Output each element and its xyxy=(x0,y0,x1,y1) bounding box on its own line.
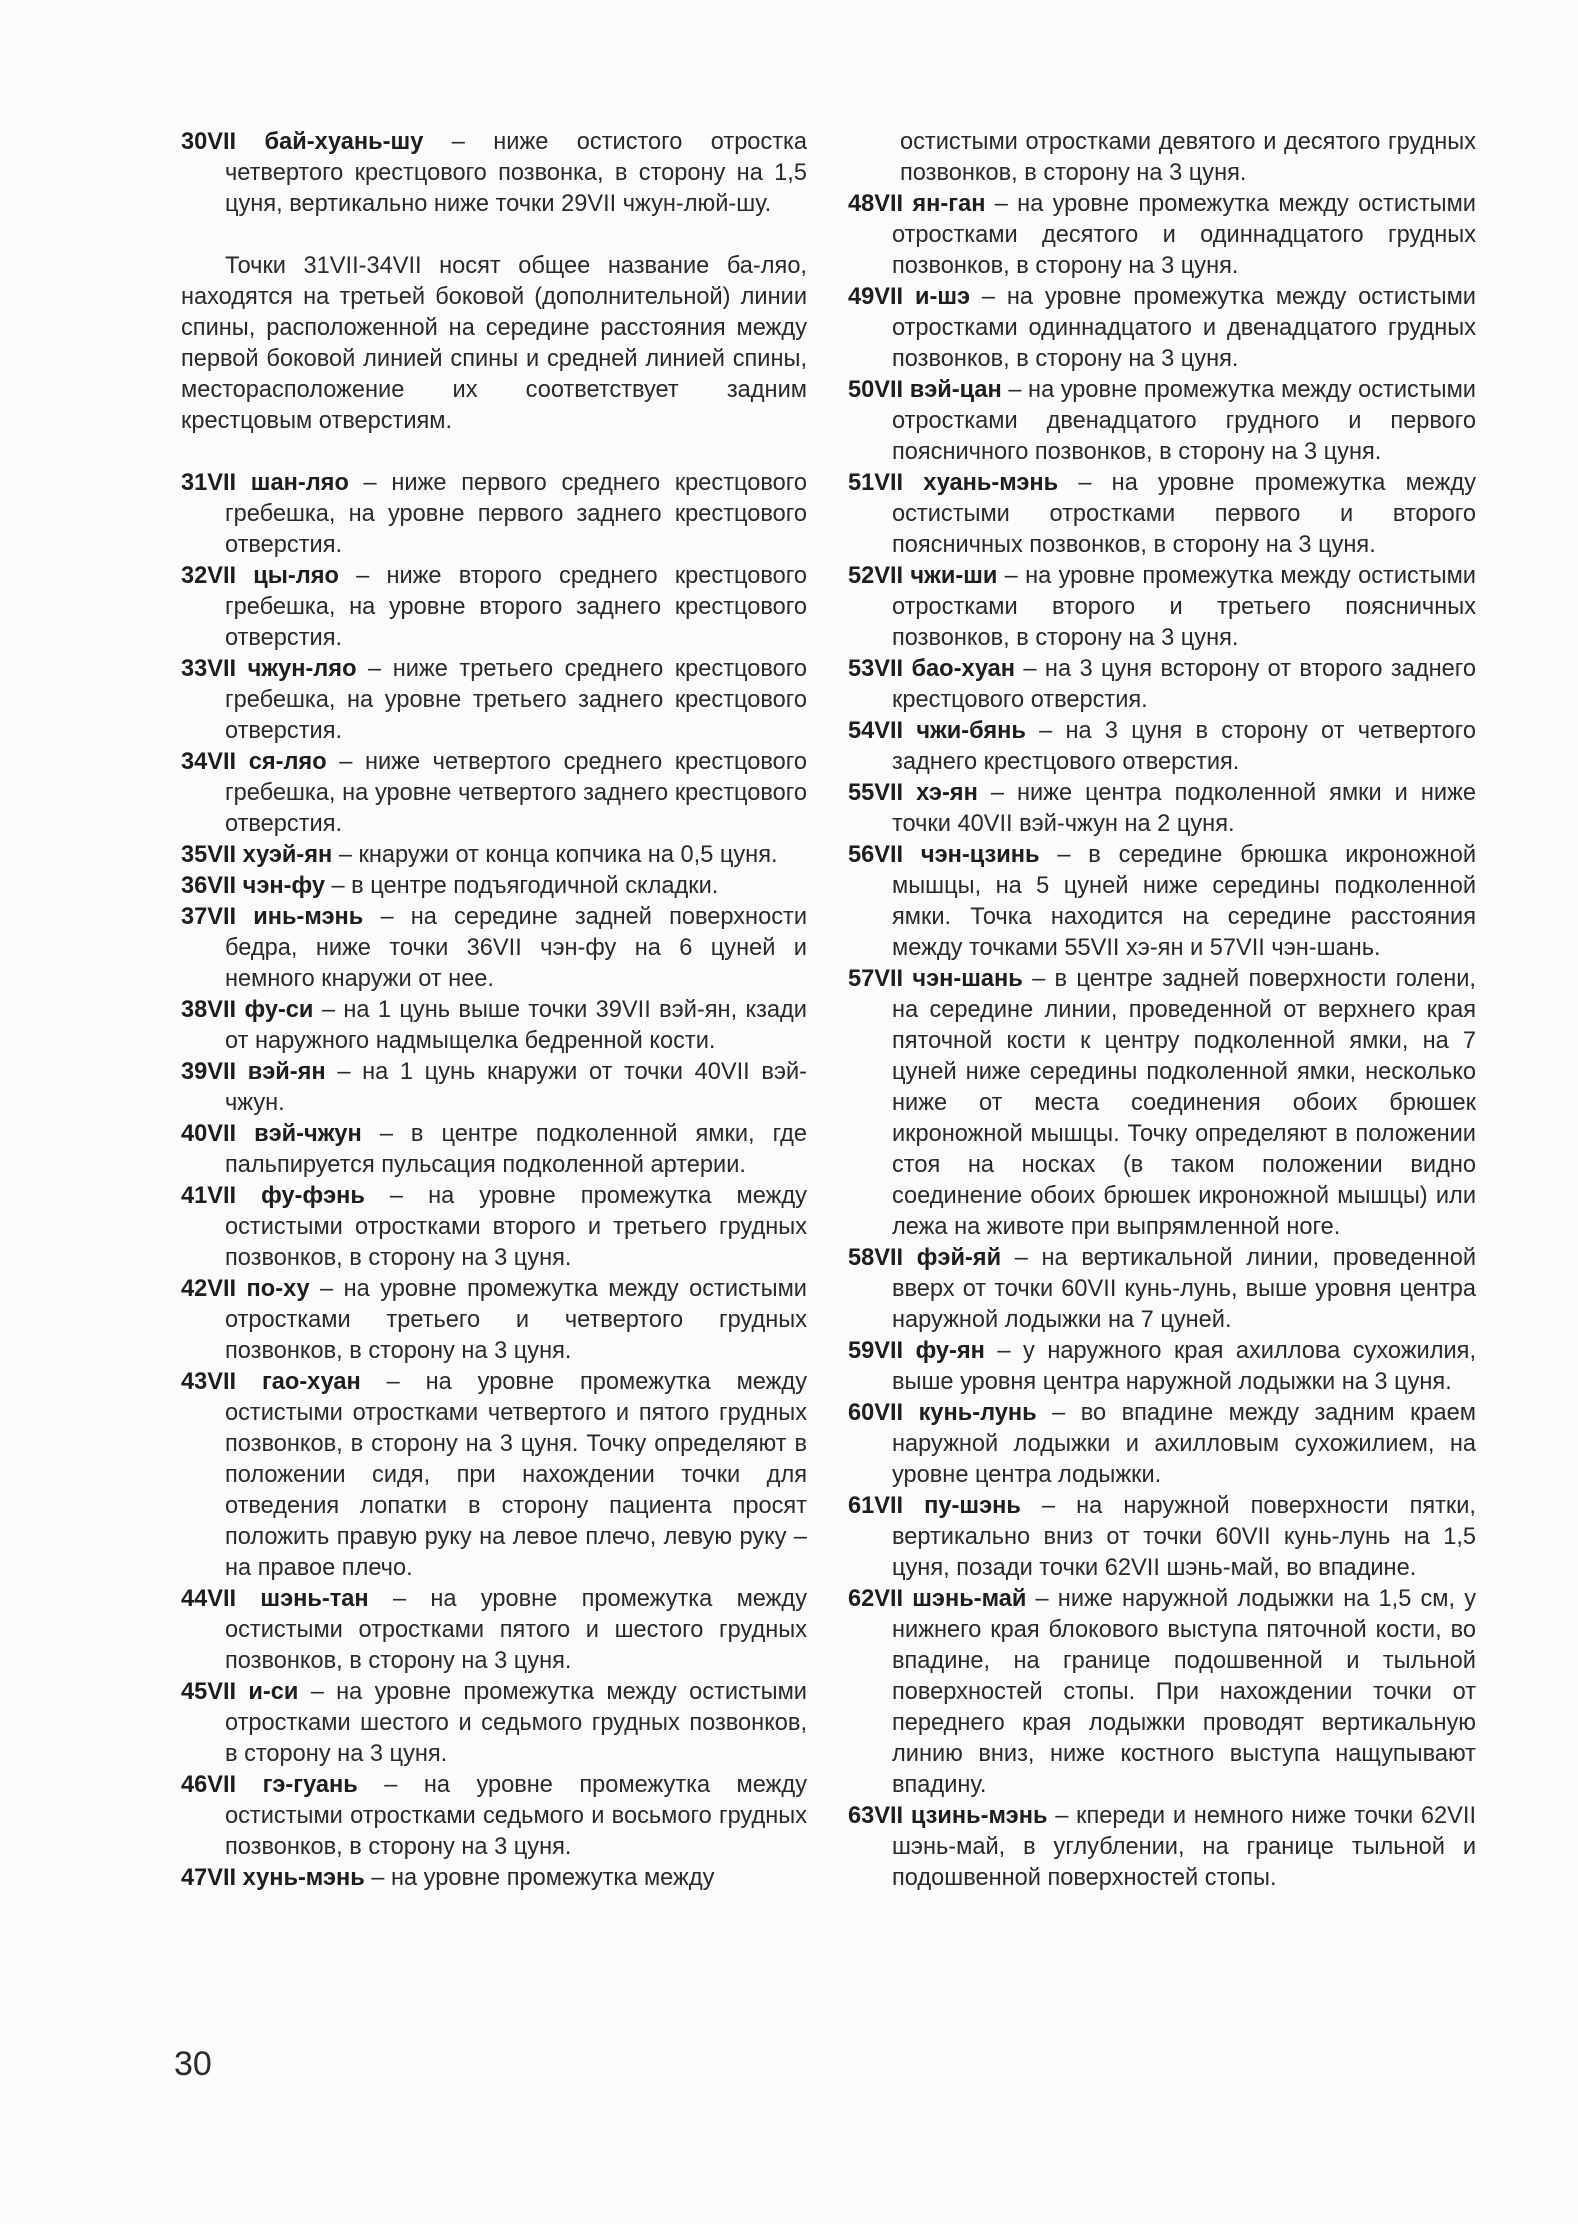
spacer xyxy=(181,437,807,468)
point-entry xyxy=(848,561,1476,654)
point-description: – кпереди и немного ниже точки 62VII шэнь-май, в углублении, на границе тыльной и подошвенной поверхностей стопы. xyxy=(892,1803,1477,1891)
point-code: 54VII xyxy=(848,718,904,744)
point-code: 32VII xyxy=(181,563,237,589)
point-name: шэнь-май xyxy=(912,1586,1027,1612)
point-name: вэй-ян xyxy=(247,1059,326,1085)
point-name: кунь-лунь xyxy=(918,1400,1037,1426)
point-description: – на уровне промежутка между остистыми отростками второго и третьего грудных позвонков, в сторону на 3 цуня. xyxy=(225,1183,807,1271)
point-description: – у наружного края ахиллова сухожилия, выше уровня центра наружной лодыжки на 3 цуня. xyxy=(892,1338,1476,1395)
point-entry xyxy=(181,1274,807,1367)
point-description: – на середине задней поверхности бедра, ниже точки 36VII чэн-фу на 6 цуней и немного кнаружи от нее. xyxy=(225,904,807,992)
point-name: и-си xyxy=(248,1679,299,1705)
point-entry xyxy=(848,1491,1476,1584)
point-name: гэ-гуань xyxy=(262,1772,358,1798)
point-description: – в центре задней поверхности голени, на середине линии, проведенной от верхнего края пяточной кости к центру подколенной ямки, на 7 цуней ниже середины подколенной ямки, несколько ниже от места соединения обоих брюшек икроножной мышцы. Точку определяют в положении стоя на носках (в таком положении видно соединение обоих брюшек икроножной мышцы) или лежа на животе при выпрямленной ноге. xyxy=(892,966,1476,1240)
point-description: – ниже второго среднего крестцового гребешка, на уровне второго заднего крестцового отверстия. xyxy=(225,563,807,651)
point-description: – ниже остистого отростка четвертого крестцового позвонка, в сторону на 1,5 цуня, вертикально ниже точки 29VII чжун-люй-шу. xyxy=(225,129,807,217)
point-name: шэнь-тан xyxy=(260,1586,369,1612)
point-name: пу-шэнь xyxy=(924,1493,1021,1519)
point-name: бай-хуань-шу xyxy=(264,129,424,155)
point-description: – на 3 цуня всторону от второго заднего крестцового отверстия. xyxy=(892,656,1477,713)
point-code: 39VII xyxy=(181,1059,237,1085)
point-name: чэн-цзинь xyxy=(920,842,1040,868)
point-code: 45VII xyxy=(181,1679,237,1705)
point-code: 56VII xyxy=(848,842,904,868)
point-entry xyxy=(848,778,1476,840)
point-code: 47VII xyxy=(181,1865,237,1891)
point-entry xyxy=(848,840,1476,964)
point-name: фу-ян xyxy=(915,1338,985,1364)
point-name: хэ-ян xyxy=(916,780,978,806)
point-entry xyxy=(848,468,1476,561)
point-entry xyxy=(181,1057,807,1119)
point-description: – на уровне промежутка между остистыми отростками двенадцатого грудного и первого поясничного позвонков, в сторону на 3 цуня. xyxy=(892,377,1476,465)
point-description: – ниже центра подколенной ямки и ниже точки 40VII вэй-чжун на 2 цуня. xyxy=(892,780,1476,837)
point-name: цзинь-мэнь xyxy=(910,1803,1048,1829)
point-entry xyxy=(181,1367,807,1584)
point-description: – на уровне промежутка между xyxy=(364,1865,715,1891)
point-code: 34VII xyxy=(181,749,237,775)
point-code: 48VII xyxy=(848,191,904,217)
point-code: 52VII xyxy=(848,563,904,589)
point-name: по-ху xyxy=(246,1276,310,1302)
point-code: 41VII xyxy=(181,1183,237,1209)
point-description: – на уровне промежутка между остистыми отростками второго и третьего поясничных позвонков, в сторону на 3 цуня. xyxy=(892,563,1476,651)
right-entries xyxy=(848,189,1476,1894)
point-name: и-шэ xyxy=(914,284,971,310)
point-code: 30VII xyxy=(181,129,237,155)
point-entry xyxy=(181,1584,807,1677)
point-description: – на 1 цунь кнаружи от точки 40VII вэй-чжун. xyxy=(225,1059,807,1116)
point-code: 53VII xyxy=(848,656,904,682)
right-column xyxy=(848,127,1476,1894)
point-entry xyxy=(848,1336,1476,1398)
point-entry xyxy=(181,1770,807,1863)
point-name: инь-мэнь xyxy=(253,904,364,930)
point-entry xyxy=(181,871,807,902)
point-code: 43VII xyxy=(181,1369,237,1395)
point-code: 44VII xyxy=(181,1586,237,1612)
point-entry xyxy=(181,747,807,840)
point-description: – на уровне промежутка между остистыми отростками первого и второго поясничных позвонков, в сторону на 3 цуня. xyxy=(892,470,1476,558)
point-description: – на уровне промежутка между остистыми отростками четвертого и пятого грудных позвонков, в сторону на 3 цуня. Точку определяют в положении сидя, при нахождении точки для отведения лопатки в сторону пациента просят положить правую руку на левое плечо, левую руку – на правое плечо. xyxy=(225,1369,807,1581)
point-name: хуэй-ян xyxy=(242,842,333,868)
point-entry xyxy=(181,840,807,871)
page-number: 30 xyxy=(174,2045,212,2083)
point-name: вэй-чжун xyxy=(254,1121,362,1147)
point-description: – ниже четвертого среднего крестцового гребешка, на уровне четвертого заднего крестцового отверстия. xyxy=(225,749,807,837)
point-description: – во впадине между задним краем наружной лодыжки и ахилловым сухожилием, на уровне центра лодыжки. xyxy=(892,1400,1476,1488)
point-description: – на уровне промежутка между остистыми отростками третьего и четвертого грудных позвонков, в сторону на 3 цуня. xyxy=(225,1276,807,1364)
point-description: – на уровне промежутка между остистыми отростками одиннадцатого и двенадцатого грудных позвонков, в сторону на 3 цуня. xyxy=(892,284,1476,372)
point-entry xyxy=(848,1243,1476,1336)
left-entries-top xyxy=(181,127,807,220)
point-entry xyxy=(181,1863,807,1894)
point-code: 37VII xyxy=(181,904,237,930)
point-entry xyxy=(848,1398,1476,1491)
point-name: ся-ляо xyxy=(248,749,327,775)
ba-liao-paragraph: Точки 31VII-34VII носят общее название ба-ляо, находятся на третьей боковой (дополнительной) линии спины, расположенной на середине расстояния между первой боковой линией спины и средней линией спины, месторасположение их соответствует задним крестцовым отверстиям. xyxy=(181,253,807,434)
point-name: бао-хуан xyxy=(911,656,1016,682)
point-name: вэй-цан xyxy=(909,377,1002,403)
point-code: 62VII xyxy=(848,1586,904,1612)
point-description: – кнаружи от конца копчика на 0,5 цуня. xyxy=(332,842,778,868)
point-entry xyxy=(848,716,1476,778)
left-column xyxy=(181,127,807,1894)
point-description: – на уровне промежутка между остистыми отростками десятого и одиннадцатого грудных позвонков, в сторону на 3 цуня. xyxy=(892,191,1476,279)
point-description: – ниже наружной лодыжки на 1,5 см, у нижнего края блокового выступа пяточной кости, во впадине, на границе подошвенной и тыльной поверхностей стопы. При нахождении точки от переднего края лодыжки проводят вертикальную линию вниз, ниже костного выступа нащупывают впадину. xyxy=(892,1586,1477,1798)
point-name: ян-ган xyxy=(912,191,986,217)
point-code: 46VII xyxy=(181,1772,237,1798)
point-code: 40VII xyxy=(181,1121,237,1147)
point-code: 63VII xyxy=(848,1803,904,1829)
point-entry xyxy=(181,468,807,561)
point-name: хуань-мэнь xyxy=(923,470,1059,496)
point-name: фу-си xyxy=(244,997,314,1023)
point-code: 35VII xyxy=(181,842,237,868)
point-entry xyxy=(181,1119,807,1181)
point-code: 61VII xyxy=(848,1493,904,1519)
point-description: – на вертикальной линии, проведенной вверх от точки 60VII кунь-лунь, выше уровня центра наружной лодыжки на 7 цуней. xyxy=(892,1245,1476,1333)
point-name: хунь-мэнь xyxy=(242,1865,365,1891)
point-description: – на 3 цуня в сторону от четвертого заднего крестцового отверстия. xyxy=(892,718,1476,775)
continuation-text: остистыми отростками девятого и десятого грудных позвонков, в сторону на 3 цуня. xyxy=(900,129,1476,186)
point-name: цы-ляо xyxy=(253,563,339,589)
point-code: 59VII xyxy=(848,1338,904,1364)
point-entry xyxy=(181,1677,807,1770)
point-entry xyxy=(181,561,807,654)
point-entry xyxy=(848,189,1476,282)
point-description: – на уровне промежутка между остистыми отростками пятого и шестого грудных позвонков, в сторону на 3 цуня. xyxy=(225,1586,807,1674)
point-code: 60VII xyxy=(848,1400,904,1426)
point-name: чжи-ши xyxy=(910,563,998,589)
point-code: 33VII xyxy=(181,656,237,682)
point-code: 51VII xyxy=(848,470,904,496)
point-entry xyxy=(848,375,1476,468)
point-description: – на наружной поверхности пятки, вертикально вниз от точки 60VII кунь-лунь на 1,5 цуня, позади точки 62VII шэнь-май, во впадине. xyxy=(892,1493,1476,1581)
point-name: чэн-фу xyxy=(242,873,325,899)
point-description: – на уровне промежутка между остистыми отростками шестого и седьмого грудных позвонков, в сторону на 3 цуня. xyxy=(225,1679,807,1767)
left-entries xyxy=(181,468,807,1894)
point-entry xyxy=(181,654,807,747)
point-name: чжун-ляо xyxy=(247,656,357,682)
point-entry xyxy=(848,964,1476,1243)
point-description: – в центре подколенной ямки, где пальпируется пульсация подколенной артерии. xyxy=(225,1121,807,1178)
point-code: 49VII xyxy=(848,284,904,310)
point-description: – ниже первого среднего крестцового гребешка, на уровне первого заднего крестцового отверстия. xyxy=(225,470,807,558)
point-code: 58VII xyxy=(848,1245,904,1271)
point-code: 50VII xyxy=(848,377,904,403)
point-code: 55VII xyxy=(848,780,904,806)
point-description: – в центре подъягодичной складки. xyxy=(324,873,719,899)
spacer xyxy=(181,220,807,251)
point-code: 57VII xyxy=(848,966,904,992)
point-code: 31VII xyxy=(181,470,237,496)
point-entry xyxy=(181,995,807,1057)
point-entry xyxy=(848,1584,1476,1801)
point-entry xyxy=(848,1801,1476,1894)
point-entry xyxy=(848,654,1476,716)
point-name: чжи-бянь xyxy=(916,718,1026,744)
point-code: 42VII xyxy=(181,1276,237,1302)
point-description: – в середине брюшка икроножной мышцы, на 5 цуней ниже середины подколенной ямки. Точка находится на середине расстояния между точками 55VII хэ-ян и 57VII чэн-шань. xyxy=(892,842,1477,961)
point-entry xyxy=(181,127,807,220)
point-name: фэй-яй xyxy=(916,1245,1002,1271)
point-code: 38VII xyxy=(181,997,237,1023)
point-entry xyxy=(848,282,1476,375)
point-description: – ниже третьего среднего крестцового гребешка, на уровне третьего заднего крестцового отверстия. xyxy=(225,656,807,744)
point-entry xyxy=(181,902,807,995)
point-description: – на 1 цунь выше точки 39VII вэй-ян, кзади от наружного надмыщелка бедренной кости. xyxy=(225,997,807,1054)
point-entry xyxy=(181,1181,807,1274)
point-name: гао-хуан xyxy=(261,1369,361,1395)
point-name: шан-ляо xyxy=(250,470,349,496)
point-code: 36VII xyxy=(181,873,237,899)
point-name: чэн-шань xyxy=(912,966,1023,992)
point-name: фу-фэнь xyxy=(261,1183,365,1209)
point-description: – на уровне промежутка между остистыми отростками седьмого и восьмого грудных позвонков, в сторону на 3 цуня. xyxy=(225,1772,807,1860)
